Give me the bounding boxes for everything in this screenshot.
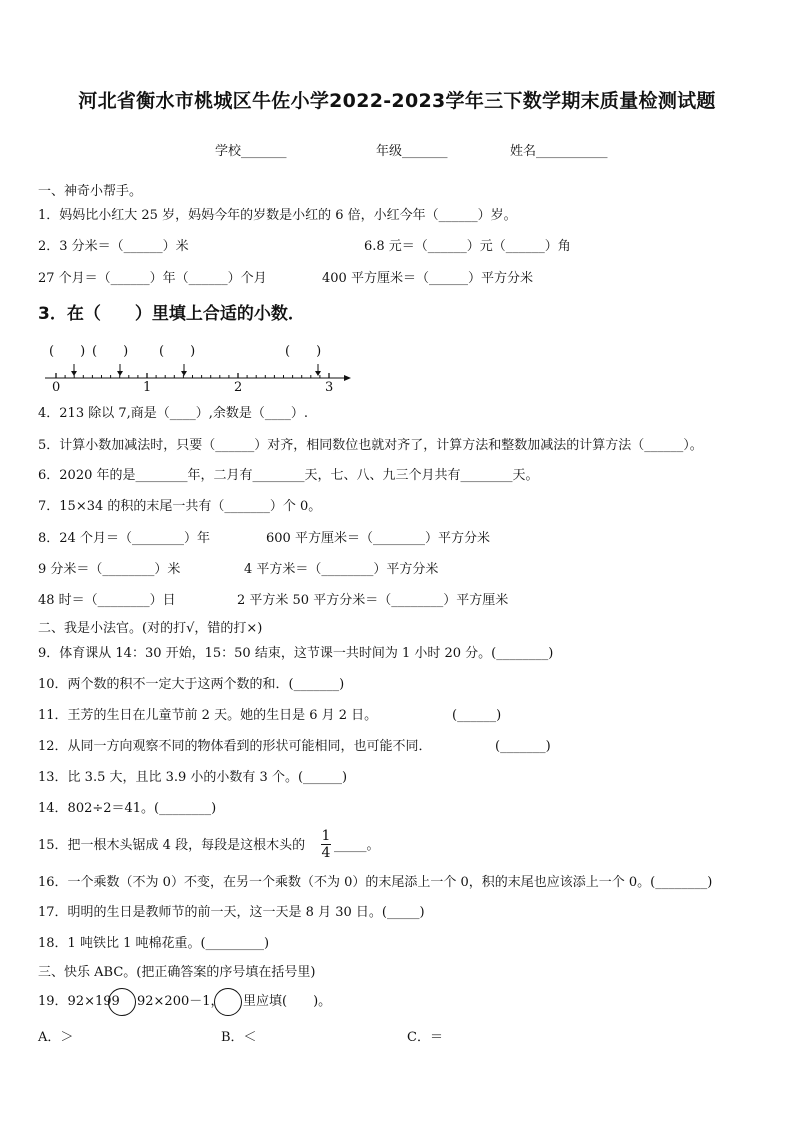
question-19-part1: 19．92×199 (38, 994, 120, 1009)
school-field: 学校_______ (215, 144, 287, 159)
page-title: 河北省衡水市桃城区牛佐小学2022-2023学年三下数学期末质量检测试题 (78, 90, 716, 112)
question-9: 9．体育课从 14：30 开始，15：50 结束，这节课一共时间为 1 小时 20 分。(________) (38, 646, 554, 661)
tick-label-1: 1 (143, 380, 152, 395)
blank-2: ( ) (92, 344, 129, 359)
question-2b: 6.8 元＝（______）元（______）角 (364, 239, 571, 254)
section-3-heading: 三、快乐 ABC。(把正确答案的序号填在括号里) (38, 965, 316, 980)
question-18: 18．1 吨铁比 1 吨棉花重。(_________) (38, 936, 270, 951)
down-arrow-icon (71, 371, 77, 376)
section-1-heading: 一、神奇小帮手。 (38, 184, 143, 199)
question-8e: 48 时＝（________）日 (38, 593, 176, 608)
down-arrow-icon (117, 371, 123, 376)
name-field: 姓名___________ (510, 144, 608, 159)
blank-4: ( ) (285, 344, 322, 359)
question-6: 6．2020 年的是________年，二月有________天，七、八、九三个月共有________天。 (38, 468, 539, 483)
blank-3: ( ) (159, 344, 196, 359)
question-2a: 2．3 分米＝（______）米 (38, 239, 189, 254)
question-14: 14．802÷2＝41。(________) (38, 801, 217, 816)
down-arrow-icon (181, 371, 187, 376)
blank-1: ( ) (49, 344, 86, 359)
question-1: 1．妈妈比小红大 25 岁，妈妈今年的岁数是小红的 6 倍，小红今年（______）岁。 (38, 208, 517, 223)
arrow-head-icon (344, 375, 351, 381)
question-5: 5．计算小数加减法时，只要（______）对齐，相同数位也就对齐了，计算方法和整数加减法的计算方法（______）。 (38, 438, 703, 453)
question-3: 3．在（ ）里填上合适的小数． (38, 304, 305, 324)
option-a: A．＞ (38, 1030, 74, 1045)
question-2d: 400 平方厘米＝（______）平方分米 (322, 271, 533, 286)
question-11-blank: (______) (452, 708, 502, 723)
question-2c: 27 个月＝（______）年（______）个月 (38, 271, 267, 286)
tick-label-3: 3 (325, 380, 334, 395)
question-19-part3: 里应填( )。 (243, 994, 332, 1009)
question-17: 17．明明的生日是教师节的前一天，这一天是 8 月 30 日。(_____) (38, 905, 425, 920)
question-16: 16．一个乘数（不为 0）不变，在另一个乘数（不为 0）的末尾添上一个 0，积的末尾也应该添上一个 0。(________) (38, 875, 713, 890)
ticks-group (56, 373, 329, 378)
grade-field: 年级_______ (376, 144, 448, 159)
option-c: C．＝ (407, 1030, 443, 1045)
fraction-denominator: 4 (321, 845, 331, 861)
fraction (321, 828, 331, 861)
question-8d: 4 平方米＝（________）平方分米 (244, 562, 439, 577)
question-10: 10．两个数的积不一定大于这两个数的和．(_______) (38, 677, 345, 692)
option-b: B．＜ (221, 1030, 257, 1045)
down-arrows (71, 364, 321, 376)
question-12-blank: (_______) (495, 739, 551, 754)
question-13: 13．比 3.5 大，且比 3.9 小的小数有 3 个。(______) (38, 770, 348, 785)
question-7: 7．15×34 的积的末尾一共有（_______）个 0。 (38, 499, 322, 514)
number-line (40, 360, 360, 388)
question-19-part2: 92×200－1， (137, 994, 224, 1009)
fraction-numerator: 1 (321, 828, 331, 844)
tick-label-0: 0 (52, 380, 61, 395)
question-8b: 600 平方厘米＝（________）平方分米 (266, 531, 490, 546)
circle-blank (108, 988, 136, 1016)
question-12: 12．从同一方向观察不同的物体看到的形状可能相同，也可能不同． (38, 739, 432, 754)
question-15-tail: _____。 (334, 838, 380, 853)
question-8c: 9 分米＝（________）米 (38, 562, 181, 577)
question-11: 11．王芳的生日在儿童节前 2 天。她的生日是 6 月 2 日。 (38, 708, 378, 723)
question-15: 15．把一根木头锯成 4 段，每段是这根木头的 (38, 838, 306, 853)
question-8f: 2 平方米 50 平方分米＝（________）平方厘米 (237, 593, 509, 608)
question-8a: 8．24 个月＝（________）年 (38, 531, 210, 546)
section-2-heading: 二、我是小法官。(对的打√，错的打×) (38, 621, 263, 636)
tick-label-2: 2 (234, 380, 243, 395)
question-4: 4．213 除以 7,商是（____）,余数是（____）. (38, 406, 309, 421)
circle-blank (214, 988, 242, 1016)
